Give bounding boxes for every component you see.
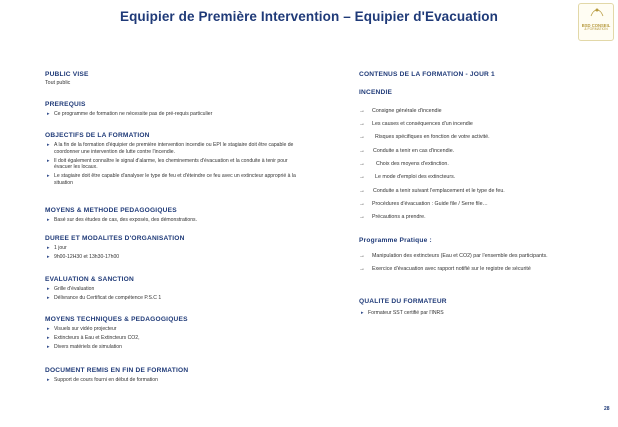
section-moyens bbox=[45, 207, 325, 226]
incendie-title: INCENDIE bbox=[359, 89, 393, 96]
section-title: MOYENS TECHNIQUES & PEDAGOGIQUES bbox=[45, 316, 188, 323]
section-title: DOCUMENT REMIS EN FIN DE FORMATION bbox=[45, 367, 189, 374]
arrow-icon: → bbox=[359, 266, 365, 272]
section-title: PUBLIC VISE bbox=[45, 71, 89, 78]
section-document bbox=[45, 367, 325, 386]
section-techniques bbox=[45, 316, 325, 353]
list-item: → Précautions a prendre. bbox=[359, 214, 426, 220]
arrow-icon: → bbox=[359, 188, 365, 194]
list-item: → Exercice d'évacuation avec rapport notifié sur le registre de sécurité bbox=[359, 266, 531, 272]
page-number: 28 bbox=[604, 406, 610, 412]
page-title: Equipier de Première Intervention – Equipier d'Evacuation bbox=[119, 9, 498, 24]
section-title: MOYENS & METHODE PEDAGOGIQUES bbox=[45, 207, 177, 214]
arrow-icon: → bbox=[359, 108, 365, 114]
section-title: DUREE ET MODALITES D'ORGANISATION bbox=[45, 235, 185, 242]
list-item: ▸ 1 jour bbox=[45, 245, 325, 252]
list-item: ▸ 9h00-12H30 et 13h30-17h00 bbox=[45, 254, 325, 261]
arrow-icon: → bbox=[359, 201, 365, 207]
list-item: → Choix des moyens d'extinction. bbox=[359, 161, 449, 167]
qualite-title: QUALITE DU FORMATEUR bbox=[359, 298, 447, 305]
list-item: → Conduite a tenir suivant l'emplacement et le type de feu. bbox=[359, 188, 505, 194]
list-item: ▸ Basé sur des études de cas, des exposés, des démonstrations. bbox=[45, 217, 325, 224]
section-prerequis bbox=[45, 101, 325, 120]
section-title: EVALUATION & SANCTION bbox=[45, 276, 134, 283]
pratique-title: Programme Pratique : bbox=[359, 237, 432, 244]
logo-subtitle: & FORMATION bbox=[584, 27, 608, 32]
company-logo bbox=[578, 3, 614, 41]
list-item: ▸ Visuels sur vidéo projecteur bbox=[45, 326, 325, 333]
arrow-icon: → bbox=[359, 253, 365, 259]
arrow-icon: → bbox=[359, 121, 365, 127]
arrow-icon: → bbox=[359, 174, 365, 180]
list-item: → Manipulation des extincteurs (Eau et CO2) par l'ensemble des participants. bbox=[359, 253, 548, 259]
list-item: → Consigne générale d'incendie bbox=[359, 108, 442, 114]
list-item: ▸ Le stagiaire doit être capable d'analyser le type de feu et d'éteindre ce feu avec un extincteur approprié à la situation bbox=[45, 173, 300, 186]
list-item: ▸ Il doit également connaître le signal d'alarme, les cheminements d'évacuation et la conduite à tenir pour évacuer les locaux. bbox=[45, 158, 300, 171]
list-item: ▸ Ce programme de formation ne nécessite pas de pré-requis particulier bbox=[45, 111, 325, 118]
list-item: → Procédures d'évacuation : Guide file / Serre file… bbox=[359, 201, 488, 207]
list-item: → Risques spécifiques en fonction de votre activité. bbox=[359, 134, 490, 140]
contenus-title: CONTENUS DE LA FORMATION - JOUR 1 bbox=[359, 71, 495, 78]
list-item: ▸ Formateur SST certifié par l'INRS bbox=[359, 310, 599, 317]
qualite-list bbox=[359, 310, 599, 319]
list-item: ▸ Délivrance du Certificat de compétence P.S.C 1 bbox=[45, 295, 325, 302]
list-item: ▸ Grille d'évaluation bbox=[45, 286, 325, 293]
list-item: ▸ Support de cours fourni en début de formation bbox=[45, 377, 325, 384]
arrow-icon: → bbox=[359, 148, 365, 154]
section-evaluation bbox=[45, 276, 325, 304]
list-item: ▸ Divers matériels de simulation bbox=[45, 344, 325, 351]
list-item: → Le mode d'emploi des extincteurs. bbox=[359, 174, 456, 180]
arrow-icon: → bbox=[359, 161, 365, 167]
list-item: → Les causes et conséquences d'un incendie bbox=[359, 121, 473, 127]
section-title: OBJECTIFS DE LA FORMATION bbox=[45, 132, 150, 139]
arrow-icon: → bbox=[359, 134, 365, 140]
section-text: Tout public bbox=[45, 80, 71, 86]
logo-name: BSD CONSEIL bbox=[581, 22, 611, 28]
logo-emblem-icon bbox=[589, 6, 605, 18]
list-item: → Conduite a tenir en cas d'incendie. bbox=[359, 148, 455, 154]
arrow-icon: → bbox=[359, 214, 365, 220]
section-title: PREREQUIS bbox=[45, 101, 86, 108]
list-item: ▸ Extincteurs à Eau et Extincteurs CO2, bbox=[45, 335, 325, 342]
list-item: ▸ A la fin de la formation d'équipier de première intervention incendie ou EPI le stagiaire doit être capable de coordonner une intervention de lutte contre l'incendie. bbox=[45, 142, 300, 155]
section-objectifs bbox=[45, 132, 300, 189]
section-duree bbox=[45, 235, 325, 263]
section-public bbox=[45, 71, 89, 87]
